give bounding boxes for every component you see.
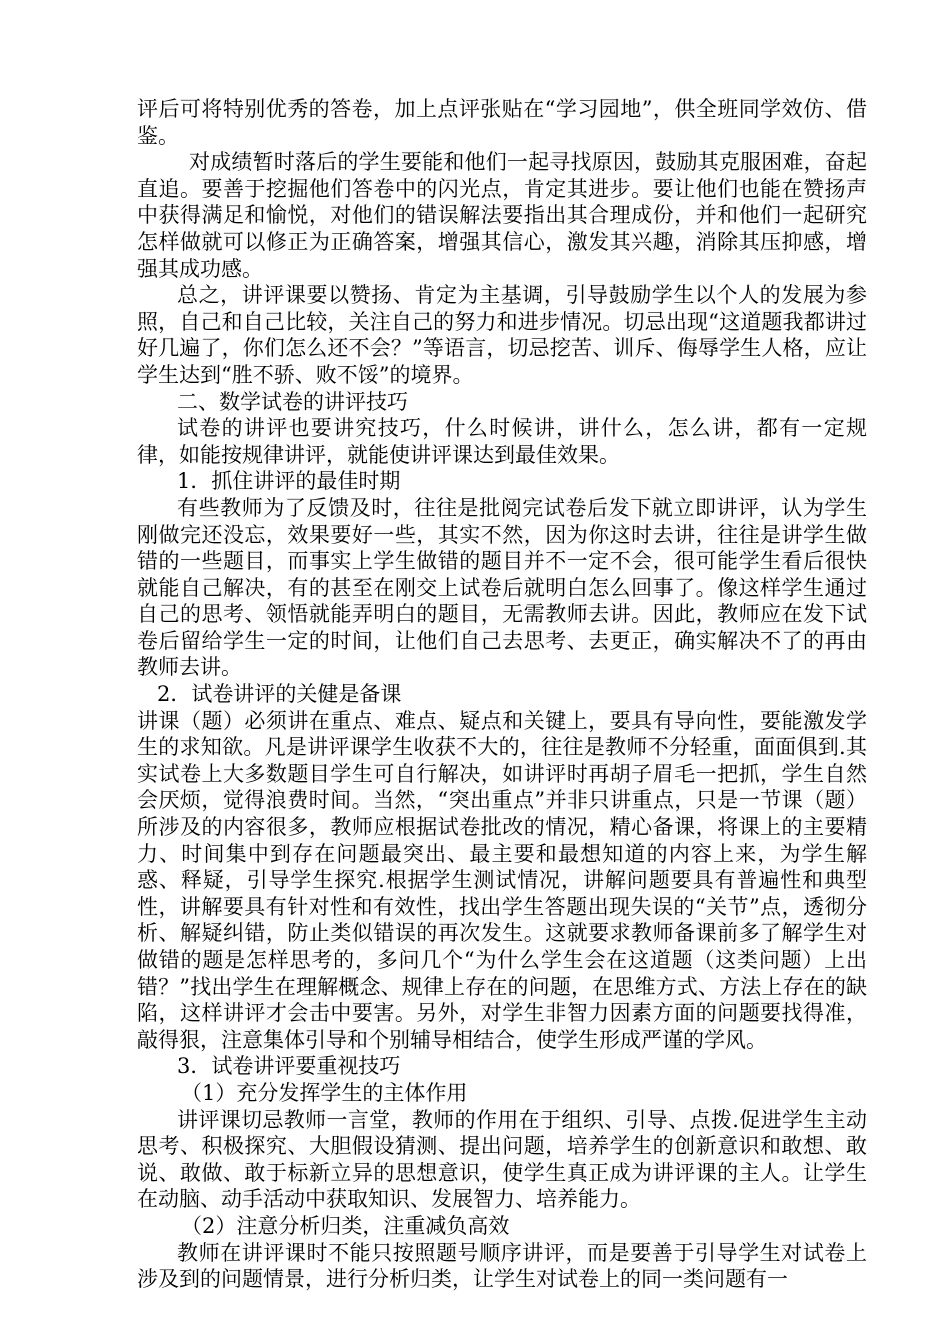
sub-item-heading: （2）注意分析归类，注重减负高效 (181, 1213, 510, 1238)
paragraph: 试卷的讲评也要讲究技巧，什么时候讲，讲什么，怎么讲，都有一定规律，如能按规律讲评，就能使讲评课达到最佳效果。 (137, 416, 867, 467)
paragraph: 评后可将特别优秀的答卷，加上点评张贴在“学习园地”，供全班同学效仿、借鉴。 (137, 97, 867, 148)
subsection-heading: 3．试卷讲评要重视技巧 (177, 1054, 401, 1079)
paragraph: 总之，讲评课要以赞扬、肯定为主基调，引导鼓励学生以个人的发展为参照，自己和自己比较，关注自己的努力和进步情况。切忌出现“这道题我都讲过好几遍了，你们怎么还不会？”等语言，切忌挖苦、训斥、侮辱学生人格，应让学生达到“胜不骄、败不馁”的境界。 (137, 283, 867, 387)
section-heading: 二、数学试卷的讲评技巧 (177, 389, 408, 414)
sub-item-heading: （1）充分发挥学生的主体作用 (181, 1080, 468, 1105)
paragraph: 对成绩暂时落后的学生要能和他们一起寻找原因，鼓励其克服困难，奋起直追。要善于挖掘他们答卷中的闪光点，肯定其进步。要让他们也能在赞扬声中获得满足和愉悦，对他们的错误解法要指出其合理成份，并和他们一起研究怎样做就可以修正为正确答案，增强其信心，激发其兴趣，消除其压抑感，增强其成功感。 (137, 150, 867, 281)
paragraph: 有些教师为了反馈及时，往往是批阅完试卷后发下就立即讲评，认为学生刚做完还没忘，效果要好一些，其实不然，因为你这时去讲，往往是讲学生做错的一些题目，而事实上学生做错的题目并不一定不会，很可能学生看后很快就能自己解决，有的甚至在刚交上试卷后就明白怎么回事了。像这样学生通过自己的思考、领悟就能弄明白的题目，无需教师去讲。因此，教师应在发下试卷后留给学生一定的时间，让他们自己去思考、去更正，确实解决不了的再由教师去讲。 (137, 495, 867, 680)
body-text (137, 96, 867, 1293)
subsection-heading: 1．抓住讲评的最佳时期 (177, 469, 401, 494)
paragraph: 教师在讲评课时不能只按照题号顺序讲评，而是要善于引导学生对试卷上涉及到的问题情景，进行分析归类，让学生对试卷上的同一类问题有一 (137, 1240, 867, 1292)
paragraph: 讲评课切忌教师一言堂，教师的作用在于组织、引导、点拨.促进学生主动思考、积极探究、大胆假设猜测、提出问题，培养学生的创新意识和敢想、敢说、敢做、敢于标新立异的思想意识，使学生真正成为讲评课的主人。让学生在动脑、动手活动中获取知识、发展智力、培养能力。 (137, 1107, 867, 1212)
subsection-heading: 2．试卷讲评的关健是备课 (157, 682, 402, 707)
paragraph: 讲课（题）必须讲在重点、难点、疑点和关键上，要具有导向性，要能激发学生的求知欲。凡是讲评课学生收获不大的，往往是教师不分轻重，面面俱到.其实试卷上大多数题目学生可自行解决，如讲评时再胡子眉毛一把抓，学生自然会厌烦，觉得浪费时间。当然，“突出重点”并非只讲重点，只是一节课（题）所涉及的内容很多，教师应根据试卷批改的情况，精心备课，将课上的主要精力、时间集中到存在问题最突出、最主要和最想知道的内容上来，为学生解惑、释疑，引导学生探究.根据学生测试情况，讲解问题要具有普遍性和典型性，讲解要具有针对性和有效性，找出学生答题出现失误的“关节”点，透彻分析、解疑纠错，防止类似错误的再次发生。这就要求教师备课前多了解学生对做错的题是怎样思考的，多问几个“为什么学生会在这道题（这类问题）上出错？”找出学生在理解概念、规律上存在的问题，在思维方式、方法上存在的缺陷，这样讲评才会击中要害。另外，对学生非智力因素方面的问题要找得准，敲得狠，注意集体引导和个别辅导相结合，使学生形成严谨的学风。 (137, 708, 867, 1052)
